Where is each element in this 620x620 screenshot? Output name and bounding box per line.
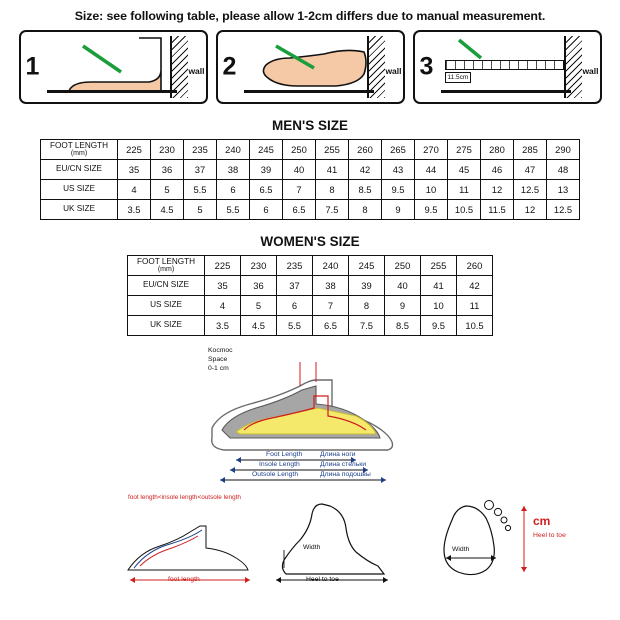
cell: 40 [283, 160, 316, 180]
step-3 [413, 30, 602, 104]
measure-steps [0, 30, 620, 104]
cell: 245 [250, 140, 283, 160]
cell: 41 [316, 160, 349, 180]
row-header: UK SIZE [128, 316, 205, 336]
cell: 225 [205, 256, 241, 276]
cell: 7.5 [316, 200, 349, 220]
cell: 9.5 [415, 200, 448, 220]
womens-table-wrap [0, 255, 620, 336]
cell: 13 [547, 180, 580, 200]
table-row [41, 180, 580, 200]
cell: 48 [547, 160, 580, 180]
cell: 5 [184, 200, 217, 220]
cell: 5 [151, 180, 184, 200]
table-row [128, 256, 493, 276]
row-header: EU/CN SIZE [128, 276, 205, 296]
step-2-foot-illustration [218, 32, 403, 102]
cell: 11 [448, 180, 481, 200]
cell: 10.5 [448, 200, 481, 220]
cell: 47 [514, 160, 547, 180]
row-sublabel: (mm) [157, 266, 175, 274]
cell: 38 [217, 160, 250, 180]
step-1-number: 1 [25, 52, 40, 81]
womens-size-title: WOMEN'S SIZE [260, 234, 360, 249]
step-1-wall-label: wall [188, 66, 205, 76]
cell: 265 [382, 140, 415, 160]
step-2 [216, 30, 405, 104]
cell: 37 [184, 160, 217, 180]
foot-length-bottom-label: foot length [168, 576, 200, 583]
cell: 3.5 [205, 316, 241, 336]
cell: 8 [316, 180, 349, 200]
space-label-ru: Kocmoc [208, 347, 233, 354]
page-title: Size: see following table, please allow 1-2cm differs due to manual measurement. [74, 9, 546, 23]
cell: 39 [250, 160, 283, 180]
row-header: US SIZE [41, 180, 118, 200]
cell: 35 [118, 160, 151, 180]
cell: 8 [349, 296, 385, 316]
row-sublabel: (mm) [70, 150, 88, 158]
step-1 [19, 30, 208, 104]
outsole-length-label-ru: Длина подошвы [320, 471, 371, 478]
cell: 6.5 [283, 200, 316, 220]
cm-unit-label: cm [533, 514, 551, 528]
cell: 5 [241, 296, 277, 316]
length-formula-label: foot length<insole length<outsole length [128, 494, 241, 501]
cell: 240 [313, 256, 349, 276]
table-row [41, 160, 580, 180]
heel-to-toe-label-2: Heel to toe [533, 532, 566, 539]
bottom-illustrations [0, 492, 620, 587]
cell: 280 [481, 140, 514, 160]
cell: 230 [151, 140, 184, 160]
cell: 9.5 [421, 316, 457, 336]
cell: 285 [514, 140, 547, 160]
cell: 36 [241, 276, 277, 296]
cell: 4 [118, 180, 151, 200]
cell: 11.5 [481, 200, 514, 220]
mens-size-title: MEN'S SIZE [272, 118, 348, 133]
outsole-length-label: Outsole Length [252, 471, 299, 478]
cell: 230 [241, 256, 277, 276]
cell: 235 [277, 256, 313, 276]
cell: 7 [313, 296, 349, 316]
row-header: UK SIZE [41, 200, 118, 220]
cell: 260 [457, 256, 493, 276]
foot-length-label: Foot Length [266, 451, 303, 458]
cell: 5.5 [277, 316, 313, 336]
space-range-label: 0-1 cm [208, 365, 229, 372]
cell: 4.5 [151, 200, 184, 220]
cell: 12.5 [547, 200, 580, 220]
cell: 41 [421, 276, 457, 296]
row-header: EU/CN SIZE [41, 160, 118, 180]
cell: 35 [205, 276, 241, 296]
cell: 39 [349, 276, 385, 296]
cell: 4.5 [241, 316, 277, 336]
cell: 250 [385, 256, 421, 276]
cell: 46 [481, 160, 514, 180]
cell: 7 [283, 180, 316, 200]
row-header [41, 140, 118, 160]
step-3-number: 3 [419, 52, 434, 81]
shoe-cross-section-diagram [0, 342, 620, 492]
cell: 10 [415, 180, 448, 200]
cell: 245 [349, 256, 385, 276]
cell: 12.5 [514, 180, 547, 200]
table-row [128, 276, 493, 296]
space-label-en: Space [208, 356, 228, 363]
cell: 235 [184, 140, 217, 160]
insole-length-label-ru: Длина стельки [320, 461, 367, 468]
cell: 6.5 [313, 316, 349, 336]
foot-length-label-ru: Длина ноги [320, 451, 356, 458]
shoe-svg [0, 342, 620, 492]
cell: 40 [385, 276, 421, 296]
womens-size-table [127, 255, 493, 336]
cell: 3.5 [118, 200, 151, 220]
table-row [41, 200, 580, 220]
width-label: Width [303, 544, 321, 551]
cell: 42 [349, 160, 382, 180]
cell: 6 [217, 180, 250, 200]
insole-length-label: Insole Length [259, 461, 300, 468]
cell: 11 [457, 296, 493, 316]
cell: 5.5 [184, 180, 217, 200]
cell: 44 [415, 160, 448, 180]
cell: 4 [205, 296, 241, 316]
cell: 8.5 [385, 316, 421, 336]
cell: 8.5 [349, 180, 382, 200]
mens-table-wrap [0, 139, 620, 220]
step-2-number: 2 [222, 52, 237, 81]
table-row [128, 296, 493, 316]
cell: 255 [316, 140, 349, 160]
cell: 36 [151, 160, 184, 180]
cell: 225 [118, 140, 151, 160]
table-row [128, 316, 493, 336]
cell: 5.5 [217, 200, 250, 220]
row-header: US SIZE [128, 296, 205, 316]
cell: 9.5 [382, 180, 415, 200]
step-3-wall-label: wall [582, 66, 599, 76]
cell: 255 [421, 256, 457, 276]
heel-to-toe-label: Heel to toe [306, 576, 339, 583]
cell: 43 [382, 160, 415, 180]
cell: 6 [250, 200, 283, 220]
cell: 240 [217, 140, 250, 160]
cell: 7.5 [349, 316, 385, 336]
cell: 270 [415, 140, 448, 160]
cell: 45 [448, 160, 481, 180]
cell: 42 [457, 276, 493, 296]
cell: 250 [283, 140, 316, 160]
step-1-foot-illustration [21, 32, 206, 102]
cell: 12 [514, 200, 547, 220]
cell: 6.5 [250, 180, 283, 200]
cell: 9 [385, 296, 421, 316]
cell: 9 [382, 200, 415, 220]
bottom-svg [0, 492, 620, 587]
row-label: FOOT LENGTH [136, 256, 196, 266]
cell: 10 [421, 296, 457, 316]
cell: 38 [313, 276, 349, 296]
cell: 10.5 [457, 316, 493, 336]
cell: 290 [547, 140, 580, 160]
cell: 12 [481, 180, 514, 200]
table-row [41, 140, 580, 160]
step-2-wall-label: wall [385, 66, 402, 76]
cell: 260 [349, 140, 382, 160]
cell: 37 [277, 276, 313, 296]
step-3-illustration [415, 32, 600, 102]
row-label: FOOT LENGTH [49, 140, 109, 150]
cell: 275 [448, 140, 481, 160]
cell: 6 [277, 296, 313, 316]
row-header [128, 256, 205, 276]
mens-size-table [40, 139, 580, 220]
step-3-measure-value: 11.5cm [445, 72, 472, 83]
width-label-2: Width [452, 546, 470, 553]
cell: 8 [349, 200, 382, 220]
